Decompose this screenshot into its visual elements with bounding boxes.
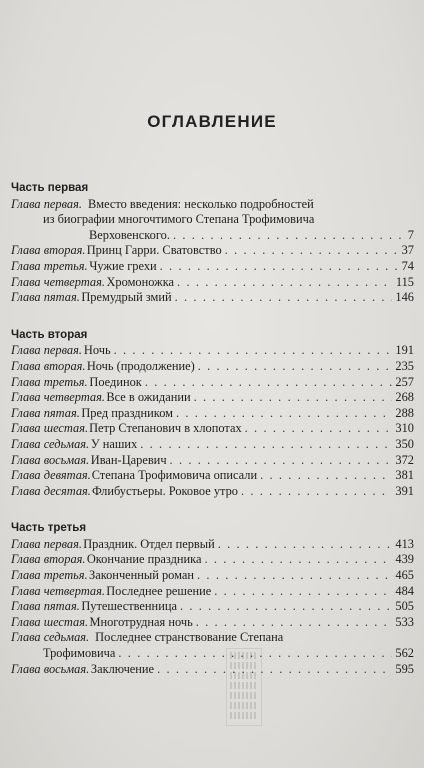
toc-entry[interactable]	[11, 359, 414, 375]
dot-leader	[197, 568, 392, 584]
part-heading: Часть первая	[11, 182, 89, 194]
dot-leader	[241, 484, 392, 500]
dot-leader	[145, 375, 393, 391]
chapter-label: Глава шестая.	[11, 421, 89, 436]
toc-entry[interactable]	[11, 484, 414, 500]
toc-entry[interactable]	[11, 390, 414, 406]
toc-entry-line	[11, 646, 414, 662]
chapter-title: У наших	[90, 436, 138, 451]
chapter-label: Глава вторая.	[11, 552, 86, 567]
chapter-label: Глава четвертая.	[11, 274, 105, 289]
chapter-title: Петр Степанович в хлопотах	[89, 421, 242, 436]
dot-leader	[204, 552, 392, 568]
chapter-label: Глава десятая.	[11, 483, 91, 498]
chapter-label: Глава первая.	[11, 343, 82, 358]
chapter-title: Все в ожидании	[106, 390, 191, 405]
dot-leader	[225, 243, 399, 259]
toc-entry[interactable]	[11, 537, 414, 553]
toc-entry[interactable]	[11, 662, 414, 678]
chapter-title: Ночь	[83, 343, 111, 358]
dot-leader	[214, 584, 392, 600]
chapter-title: Пред праздником	[81, 405, 173, 420]
chapter-title: Ночь (продолжение)	[86, 358, 195, 373]
chapter-title: Чужие грехи	[89, 258, 157, 273]
chapter-label: Глава первая.	[11, 196, 82, 211]
chapter-label: Глава восьмая.	[11, 452, 90, 467]
chapter-title: из биографии многочтимого Степана Трофимовича	[43, 212, 315, 227]
toc-entry[interactable]	[11, 568, 414, 584]
dot-leader	[140, 437, 392, 453]
dot-leader	[170, 453, 393, 469]
chapter-label: Глава пятая.	[11, 599, 80, 614]
dot-leader	[175, 290, 393, 306]
dot-leader	[196, 615, 393, 631]
toc-entry[interactable]	[11, 197, 414, 244]
chapter-title: Вместо введения: несколько подробностей	[87, 196, 314, 211]
toc-entry-line	[11, 406, 414, 422]
page-number: 413	[395, 536, 414, 551]
page-number: 115	[395, 274, 414, 289]
chapter-label: Глава вторая.	[11, 243, 86, 258]
chapter-title: Последнее решение	[106, 583, 212, 598]
toc-entry-line	[11, 259, 414, 275]
part-spacer	[11, 306, 414, 328]
chapter-title: Степана Трофимовича описали	[91, 468, 258, 483]
dot-leader	[245, 421, 393, 437]
chapter-label: Глава пятая.	[11, 405, 80, 420]
toc-entry-line	[11, 275, 414, 291]
page-number: 74	[401, 258, 414, 273]
page-number: 310	[395, 421, 414, 436]
toc-entry[interactable]	[11, 275, 414, 291]
page-number: 37	[401, 243, 414, 258]
page-number: 484	[395, 583, 414, 598]
chapter-title: Иван-Царевич	[90, 452, 167, 467]
page-number: 257	[395, 374, 414, 389]
page-number: 288	[395, 405, 414, 420]
dot-leader	[194, 390, 393, 406]
chapter-title: Заключение	[90, 661, 155, 676]
chapter-title: Законченный роман	[89, 568, 195, 583]
toc-entry-line	[11, 630, 414, 646]
toc-entry[interactable]	[11, 552, 414, 568]
chapter-label: Глава седьмая.	[11, 436, 90, 451]
chapter-title: Праздник. Отдел первый	[83, 536, 215, 551]
toc-entry[interactable]	[11, 421, 414, 437]
dot-leader	[218, 537, 393, 553]
toc-entry[interactable]	[11, 259, 414, 275]
page-number: 350	[395, 436, 414, 451]
toc-entry[interactable]	[11, 599, 414, 615]
toc-entry-line	[11, 584, 414, 600]
page-number: 391	[395, 483, 414, 498]
chapter-title: Многотрудная ночь	[89, 614, 193, 629]
toc-entry-line	[11, 552, 414, 568]
toc-entry-line	[11, 421, 414, 437]
toc-entry-line	[11, 343, 414, 359]
dot-leader	[157, 662, 392, 678]
chapter-label: Глава седьмая.	[11, 630, 90, 645]
toc-entry[interactable]	[11, 453, 414, 469]
page-number: 191	[395, 343, 414, 358]
chapter-title: Премудрый змий	[81, 290, 172, 305]
dot-leader	[260, 468, 392, 484]
toc-entry-line	[11, 437, 414, 453]
toc-entry-line	[11, 228, 414, 244]
toc-entry[interactable]	[11, 375, 414, 391]
dot-leader	[160, 259, 399, 275]
page-number: 268	[395, 390, 414, 405]
toc-entry[interactable]	[11, 437, 414, 453]
dot-leader	[177, 275, 393, 291]
page-number: 381	[395, 468, 414, 483]
dot-leader	[176, 406, 392, 422]
page-number: 235	[395, 358, 414, 373]
toc-entry-line	[11, 615, 414, 631]
chapter-label: Глава шестая.	[11, 614, 89, 629]
chapter-label: Глава третья.	[11, 258, 88, 273]
page-number: 7	[407, 227, 414, 242]
toc-entry-line	[11, 662, 414, 678]
toc-entry-line	[11, 453, 414, 469]
toc-entry[interactable]	[11, 243, 414, 259]
page-number: 146	[395, 290, 414, 305]
chapter-title: Хромоножка	[106, 274, 175, 289]
chapter-title: Флибустьеры. Роковое утро	[91, 483, 238, 498]
chapter-label: Глава четвертая.	[11, 390, 105, 405]
chapter-title: Трофимовича	[43, 646, 116, 661]
library-stamp	[226, 648, 262, 726]
part-heading: Часть вторая	[11, 328, 88, 341]
toc-entry-line	[11, 599, 414, 615]
chapter-label: Глава вторая.	[11, 358, 86, 373]
toc-entry-line	[11, 290, 414, 306]
table-of-contents	[11, 181, 414, 677]
dot-leader	[173, 228, 405, 244]
chapter-title: Путешественница	[81, 599, 177, 614]
dot-leader	[114, 343, 393, 359]
chapter-title: Поединок	[89, 374, 142, 389]
chapter-label: Глава восьмая.	[11, 661, 90, 676]
chapter-title: Принц Гарри. Сватовство	[86, 243, 222, 258]
toc-entry-line	[11, 390, 414, 406]
part-spacer	[11, 499, 414, 521]
chapter-label: Глава девятая.	[11, 468, 91, 483]
part-heading: Часть третья	[11, 522, 87, 535]
page-number: 439	[395, 552, 414, 567]
page-number: 372	[395, 452, 414, 467]
toc-entry-line	[11, 375, 414, 391]
chapter-label: Глава третья.	[11, 568, 88, 583]
toc-entry-line	[11, 484, 414, 500]
chapter-title: Последнее странствование Степана	[95, 630, 284, 645]
chapter-label: Глава пятая.	[11, 290, 80, 305]
chapter-title: Верховенского.	[89, 227, 170, 242]
chapter-title: Окончание праздника	[86, 552, 202, 567]
chapter-label: Глава третья.	[11, 374, 88, 389]
chapter-label: Глава четвертая.	[11, 583, 105, 598]
page-number: 562	[395, 646, 414, 661]
toc-entry-line	[11, 212, 414, 228]
toc-entry-line	[11, 243, 414, 259]
toc-entry[interactable]	[11, 406, 414, 422]
toc-entry-line	[11, 568, 414, 584]
toc-entry[interactable]	[11, 584, 414, 600]
toc-entry-line	[11, 537, 414, 553]
toc-entry-line	[11, 468, 414, 484]
page-number: 533	[395, 614, 414, 629]
page-number: 465	[395, 568, 414, 583]
dot-leader	[180, 599, 392, 615]
toc-entry-line	[11, 359, 414, 375]
toc-entry[interactable]	[11, 630, 414, 661]
toc-entry-line	[11, 197, 414, 213]
toc-entry[interactable]	[11, 468, 414, 484]
toc-entry[interactable]	[11, 615, 414, 631]
page-number: 505	[395, 599, 414, 614]
dot-leader	[198, 359, 393, 375]
page-title: ОГЛАВЛЕНИЕ	[147, 112, 277, 131]
page-number: 595	[395, 661, 414, 676]
toc-entry[interactable]	[11, 290, 414, 306]
toc-entry[interactable]	[11, 343, 414, 359]
chapter-label: Глава первая.	[11, 536, 82, 551]
